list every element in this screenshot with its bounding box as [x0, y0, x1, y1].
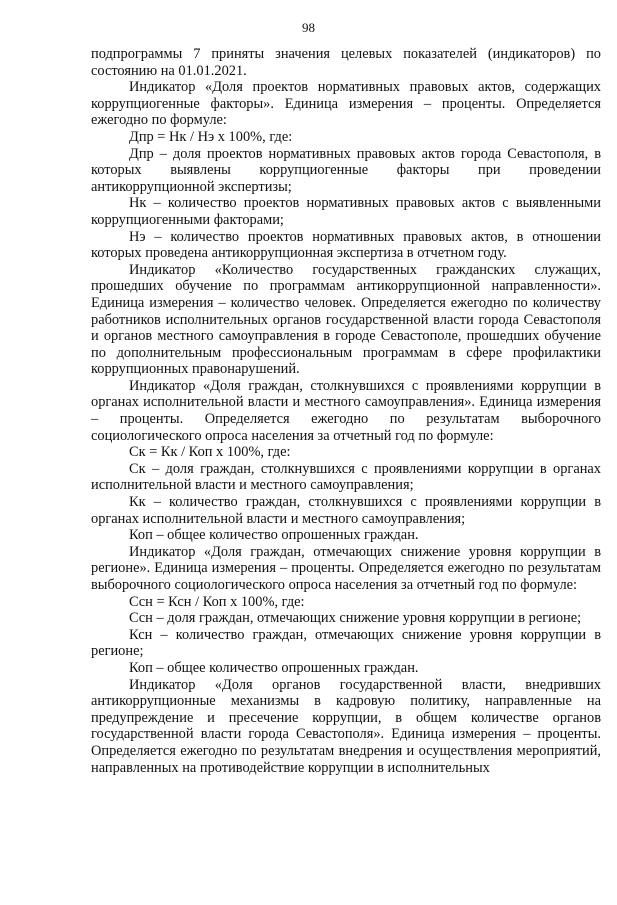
paragraph: Ссн – доля граждан, отмечающих снижение уровня коррупции в регионе;	[129, 610, 582, 627]
formula: Ск = Кк / Коп х 100%, где:	[129, 444, 291, 461]
paragraph: Нэ – количество проектов нормативных правовых актов, в отношении которых проведена антикоррупционная экспертиза в отчетном году.	[91, 228, 601, 262]
paragraph: Кк – количество граждан, столкнувшихся с проявлениями коррупции в органах исполнительной власти и местного самоуправления;	[91, 494, 601, 527]
paragraph: Индикатор «Доля граждан, отмечающих снижение уровня коррупции в регионе». Единица измерения – проценты. Определяется ежегодно по результатам выборочного социологического опроса населения за отчетный год по формуле:	[91, 543, 601, 593]
paragraph: Нк – количество проектов нормативных правовых актов с выявленными коррупциогенными факторами;	[91, 195, 601, 228]
paragraph: Индикатор «Доля проектов нормативных правовых актов, содержащих коррупциогенные факторы». Единица измерения – проценты. Определяется ежегодно по формуле:	[91, 79, 601, 129]
formula: Ссн = Ксн / Коп х 100%, где:	[129, 593, 305, 610]
formula: Дпр = Нк / Нэ х 100%, где:	[129, 128, 293, 145]
paragraph: Индикатор «Доля граждан, столкнувшихся с проявлениями коррупции в органах исполнительной власти и местного самоуправления». Единица измерения – проценты. Определяется ежегодно по результатам выборочного социологического опроса населения за отчетный год по формуле:	[91, 377, 601, 444]
paragraph: Ксн – количество граждан, отмечающих снижение уровня коррупции в регионе;	[91, 626, 601, 660]
paragraph: Коп – общее количество опрошенных граждан.	[129, 527, 419, 544]
paragraph: Ск – доля граждан, столкнувшихся с проявлениями коррупции в органах исполнительной власти и местного самоуправления;	[91, 460, 601, 494]
paragraph: подпрограммы 7 приняты значения целевых показателей (индикаторов) по состоянию на 01.01.2021.	[91, 46, 601, 79]
paragraph: Коп – общее количество опрошенных граждан.	[129, 659, 419, 676]
document-body	[91, 46, 601, 776]
page-number: 98	[302, 20, 315, 35]
paragraph: Индикатор «Доля органов государственной власти, внедривших антикоррупционные механизмы в кадровую политику, направленные на предупреждение и пресечение коррупции, в общем количестве органов государственной власти города Севастополя». Единица измерения – проценты. Определяется ежегодно по результатам внедрения и осуществления мероприятий, направленных на противодействие коррупции в исполнительных	[91, 676, 601, 776]
paragraph: Индикатор «Количество государственных гражданских служащих, прошедших обучение по программам антикоррупционной направленности». Единица измерения – количество человек. Определяется ежегодно по количеству работников исполнительных органов государственной власти города Севастополя и органов местного самоуправления в городе Севастополе, прошедших обучение по дополнительным профессиональным программам в сфере профилактики коррупционных правонарушений.	[91, 261, 601, 378]
paragraph: Дпр – доля проектов нормативных правовых актов города Севастополя, в которых выявлены коррупциогенные факторы при проведении антикоррупционной экспертизы;	[91, 145, 601, 195]
